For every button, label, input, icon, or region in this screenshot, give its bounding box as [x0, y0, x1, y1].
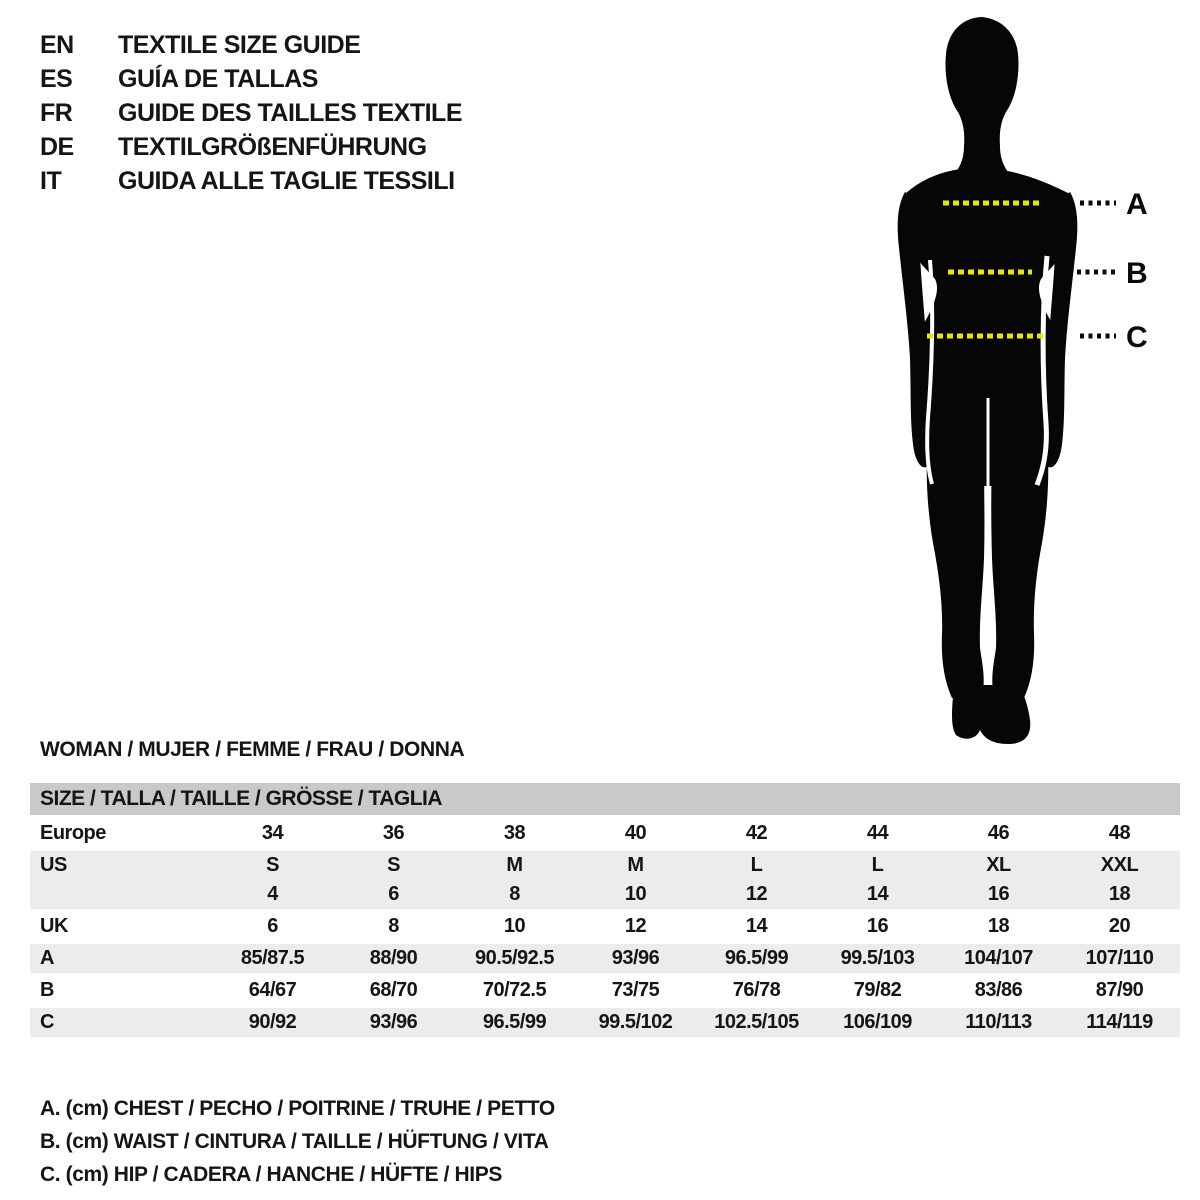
size-cell: 76/78: [732, 979, 781, 1001]
size-cell: 90/92: [212, 1007, 333, 1039]
language-list: [40, 28, 462, 198]
row-label: Europe: [40, 822, 106, 844]
size-cell: 93/96: [333, 1007, 454, 1039]
language-code: DE: [40, 132, 74, 161]
language-title: GUIDA ALLE TAGLIE TESSILI: [118, 166, 455, 195]
size-cell: 40: [624, 822, 647, 844]
size-cell: 38: [503, 822, 526, 844]
size-cell: 16: [866, 915, 889, 937]
size-cell: 42: [745, 822, 768, 844]
size-cell: 102.5/105: [696, 1007, 817, 1039]
size-cell: M: [454, 850, 575, 881]
language-code: ES: [40, 64, 73, 93]
size-row-uk: [30, 911, 1180, 943]
size-table: [30, 783, 1180, 1040]
size-cell: L: [696, 850, 817, 881]
legend-line-a: A. (cm) CHEST / PECHO / POITRINE / TRUHE / PETTO: [40, 1096, 555, 1120]
hip-label: C: [1126, 321, 1148, 354]
size-table-body: [30, 783, 1180, 1039]
size-cell: L: [817, 850, 938, 881]
size-cell: 96.5/99: [454, 1007, 575, 1039]
size-cell: 64/67: [248, 979, 297, 1001]
size-row-europe: [30, 817, 1180, 850]
size-cell: 10: [575, 880, 696, 911]
legend-line-b: B. (cm) WAIST / CINTURA / TAILLE / HÜFTUNG / VITA: [40, 1129, 549, 1153]
language-title: GUÍA DE TALLAS: [118, 64, 318, 93]
size-cell: 110/113: [938, 1007, 1059, 1039]
measurement-legend: [40, 1092, 555, 1191]
size-cell: 12: [696, 880, 817, 911]
size-row-c: [30, 1007, 1180, 1039]
size-cell: 73/75: [611, 979, 660, 1001]
size-cell: 8: [454, 880, 575, 911]
chest-label: A: [1126, 188, 1148, 221]
row-label: B: [40, 979, 54, 1001]
size-cell: S: [333, 850, 454, 881]
size-cell: 18: [987, 915, 1010, 937]
size-table-header-row: [30, 783, 1180, 817]
legend-line-c: C. (cm) HIP / CADERA / HANCHE / HÜFTE / HIPS: [40, 1162, 502, 1186]
size-cell: 48: [1108, 822, 1131, 844]
row-label: C: [30, 1007, 212, 1039]
size-cell: 90.5/92.5: [454, 943, 575, 975]
language-row-fr: [40, 96, 462, 130]
size-cell: 20: [1108, 915, 1131, 937]
size-cell: 4: [212, 880, 333, 911]
waist-label: B: [1126, 257, 1148, 290]
size-cell: 96.5/99: [696, 943, 817, 975]
size-cell: 44: [866, 822, 889, 844]
size-cell: 34: [261, 822, 284, 844]
size-cell: 14: [817, 880, 938, 911]
language-row-de: [40, 130, 462, 164]
size-cell: 107/110: [1059, 943, 1180, 975]
row-label: A: [30, 943, 212, 975]
size-cell: 99.5/102: [575, 1007, 696, 1039]
language-row-it: [40, 164, 462, 198]
size-cell: 114/119: [1059, 1007, 1180, 1039]
size-row-b: [30, 975, 1180, 1007]
size-row-us-numeric: [30, 880, 1180, 911]
size-cell: 6: [333, 880, 454, 911]
size-cell: 6: [267, 915, 278, 937]
language-row-en: [40, 28, 462, 62]
woman-silhouette: [898, 17, 1078, 744]
size-cell: 88/90: [333, 943, 454, 975]
row-label: US: [30, 850, 212, 881]
size-cell: 8: [388, 915, 399, 937]
size-cell: 87/90: [1095, 979, 1144, 1001]
size-cell: 93/96: [575, 943, 696, 975]
size-cell: 104/107: [938, 943, 1059, 975]
size-cell: 12: [624, 915, 647, 937]
row-label: [30, 880, 212, 911]
size-cell: 16: [938, 880, 1059, 911]
row-label: UK: [40, 915, 68, 937]
size-row-a: [30, 943, 1180, 975]
size-table-header: SIZE / TALLA / TAILLE / GRÖSSE / TAGLIA: [30, 783, 1180, 817]
size-cell: S: [212, 850, 333, 881]
size-cell: 83/86: [974, 979, 1023, 1001]
woman-silhouette-figure: [870, 8, 1170, 748]
gender-heading: WOMAN / MUJER / FEMME / FRAU / DONNA: [40, 738, 465, 761]
size-cell: 18: [1059, 880, 1180, 911]
language-title: TEXTILGRÖßENFÜHRUNG: [118, 132, 427, 161]
size-cell: 14: [745, 915, 768, 937]
language-title: TEXTILE SIZE GUIDE: [118, 30, 361, 59]
size-cell: 70/72.5: [482, 979, 547, 1001]
size-cell: 46: [987, 822, 1010, 844]
language-code: FR: [40, 98, 73, 127]
size-cell: 36: [382, 822, 405, 844]
size-cell: M: [575, 850, 696, 881]
language-title: GUIDE DES TAILLES TEXTILE: [118, 98, 463, 127]
language-code: EN: [40, 30, 74, 59]
language-row-es: [40, 62, 462, 96]
size-row-us: [30, 850, 1180, 881]
size-cell: 99.5/103: [817, 943, 938, 975]
size-cell: 10: [503, 915, 526, 937]
size-cell: XL: [938, 850, 1059, 881]
size-cell: 106/109: [817, 1007, 938, 1039]
language-code: IT: [40, 166, 62, 195]
size-cell: 85/87.5: [212, 943, 333, 975]
size-cell: 68/70: [369, 979, 418, 1001]
size-cell: 79/82: [853, 979, 902, 1001]
size-cell: XXL: [1059, 850, 1180, 881]
